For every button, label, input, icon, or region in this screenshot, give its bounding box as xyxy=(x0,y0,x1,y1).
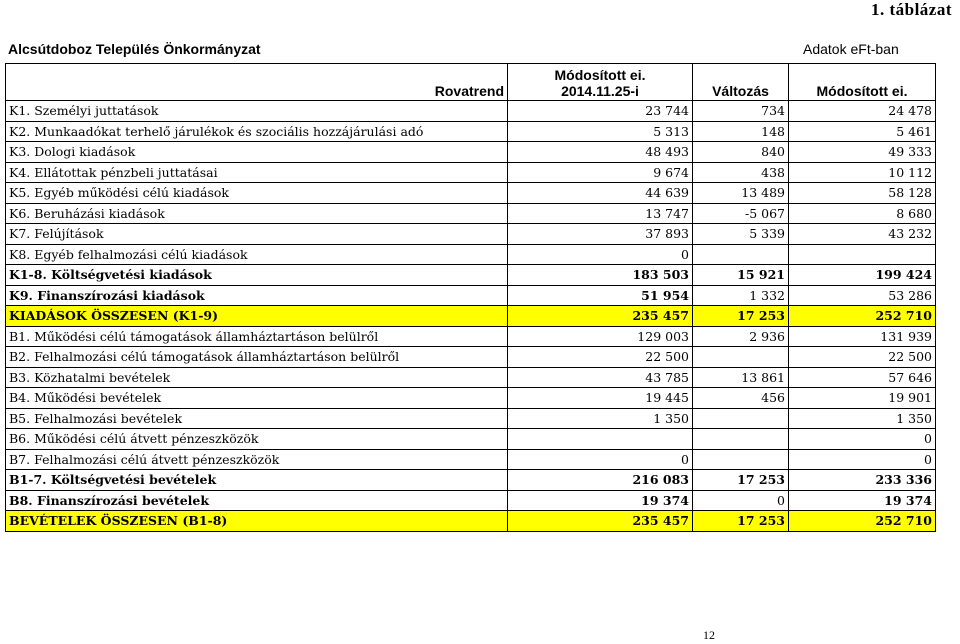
row-after-value xyxy=(789,244,936,265)
row-change-value xyxy=(693,347,789,368)
row-modified-value: 43 785 xyxy=(508,367,693,388)
row-modified-value: 129 003 xyxy=(508,326,693,347)
row-modified-value: 19 374 xyxy=(508,490,693,511)
row-label: B1-7. Költségvetési bevételek xyxy=(6,470,508,491)
row-modified-value: 51 954 xyxy=(508,285,693,306)
table-row xyxy=(6,244,936,265)
row-label: K8. Egyéb felhalmozási célú kiadások xyxy=(6,244,508,265)
row-change-value xyxy=(693,408,789,429)
row-modified-value: 9 674 xyxy=(508,162,693,183)
row-modified-value: 216 083 xyxy=(508,470,693,491)
row-change-value: 2 936 xyxy=(693,326,789,347)
row-change-value: 0 xyxy=(693,490,789,511)
row-after-value: 8 680 xyxy=(789,203,936,224)
row-label: B3. Közhatalmi bevételek xyxy=(6,367,508,388)
row-label: B5. Felhalmozási bevételek xyxy=(6,408,508,429)
row-after-value: 19 901 xyxy=(789,388,936,409)
organization-name: Alcsútdoboz Település Önkormányzat xyxy=(8,41,261,57)
table-row xyxy=(6,306,936,327)
table-row xyxy=(6,429,936,450)
row-change-value: 15 921 xyxy=(693,265,789,286)
row-label: BEVÉTELEK ÖSSZESEN (B1-8) xyxy=(6,511,508,532)
row-label: B8. Finanszírozási bevételek xyxy=(6,490,508,511)
row-label: B1. Működési célú támogatások államháztartáson belülről xyxy=(6,326,508,347)
row-modified-value: 0 xyxy=(508,244,693,265)
row-after-value: 131 939 xyxy=(789,326,936,347)
row-label: K2. Munkaadókat terhelő járulékok és szociális hozzájárulási adó xyxy=(6,121,508,142)
row-after-value: 10 112 xyxy=(789,162,936,183)
row-label: K5. Egyéb működési célú kiadások xyxy=(6,183,508,204)
header-modified-line1: Módosított ei. xyxy=(554,67,646,83)
table-row xyxy=(6,203,936,224)
table-row xyxy=(6,347,936,368)
row-change-value: 17 253 xyxy=(693,470,789,491)
row-modified-value: 22 500 xyxy=(508,347,693,368)
page-number: 12 xyxy=(703,628,715,642)
row-after-value: 58 128 xyxy=(789,183,936,204)
row-modified-value: 235 457 xyxy=(508,511,693,532)
row-change-value: 148 xyxy=(693,121,789,142)
row-after-value: 24 478 xyxy=(789,101,936,122)
table-row xyxy=(6,224,936,245)
table-row xyxy=(6,285,936,306)
table-header-row xyxy=(6,64,936,101)
row-change-value: 17 253 xyxy=(693,511,789,532)
row-after-value: 22 500 xyxy=(789,347,936,368)
row-label: B4. Működési bevételek xyxy=(6,388,508,409)
row-change-value: 5 339 xyxy=(693,224,789,245)
table-row xyxy=(6,388,936,409)
header-modified-line2: 2014.11.25-i xyxy=(561,83,639,99)
row-label: KIADÁSOK ÖSSZESEN (K1-9) xyxy=(6,306,508,327)
table-row xyxy=(6,367,936,388)
row-modified-value: 0 xyxy=(508,449,693,470)
row-modified-value: 23 744 xyxy=(508,101,693,122)
row-after-value: 0 xyxy=(789,449,936,470)
row-after-value: 0 xyxy=(789,429,936,450)
table-row xyxy=(6,121,936,142)
row-after-value: 57 646 xyxy=(789,367,936,388)
row-after-value: 5 461 xyxy=(789,121,936,142)
row-label: K9. Finanszírozási kiadások xyxy=(6,285,508,306)
row-change-value: 13 861 xyxy=(693,367,789,388)
row-modified-value: 183 503 xyxy=(508,265,693,286)
row-after-value: 199 424 xyxy=(789,265,936,286)
table-row xyxy=(6,265,936,286)
row-label: K1. Személyi juttatások xyxy=(6,101,508,122)
table-row xyxy=(6,162,936,183)
row-after-value: 53 286 xyxy=(789,285,936,306)
row-change-value: 1 332 xyxy=(693,285,789,306)
row-modified-value: 44 639 xyxy=(508,183,693,204)
row-change-value xyxy=(693,244,789,265)
row-modified-value: 235 457 xyxy=(508,306,693,327)
row-change-value: 840 xyxy=(693,142,789,163)
row-after-value: 1 350 xyxy=(789,408,936,429)
row-change-value: 734 xyxy=(693,101,789,122)
row-change-value: 17 253 xyxy=(693,306,789,327)
row-label: K4. Ellátottak pénzbeli juttatásai xyxy=(6,162,508,183)
row-label: B2. Felhalmozási célú támogatások államháztartáson belülről xyxy=(6,347,508,368)
row-modified-value: 5 313 xyxy=(508,121,693,142)
header-change: Változás xyxy=(693,64,789,101)
row-modified-value: 37 893 xyxy=(508,224,693,245)
row-modified-value: 13 747 xyxy=(508,203,693,224)
header-rovatrend: Rovatrend xyxy=(6,64,508,101)
row-modified-value xyxy=(508,429,693,450)
row-change-value: -5 067 xyxy=(693,203,789,224)
table-body xyxy=(6,101,936,532)
row-label: K3. Dologi kiadások xyxy=(6,142,508,163)
row-label: B6. Működési célú átvett pénzeszközök xyxy=(6,429,508,450)
table-row xyxy=(6,490,936,511)
table-row xyxy=(6,142,936,163)
row-change-value xyxy=(693,449,789,470)
row-change-value: 456 xyxy=(693,388,789,409)
header-modified-before xyxy=(508,64,693,101)
row-label: K7. Felújítások xyxy=(6,224,508,245)
row-after-value: 43 232 xyxy=(789,224,936,245)
row-modified-value: 19 445 xyxy=(508,388,693,409)
row-label: K1-8. Költségvetési kiadások xyxy=(6,265,508,286)
unit-note: Adatok eFt-ban xyxy=(803,41,899,57)
table-row xyxy=(6,449,936,470)
row-change-value: 438 xyxy=(693,162,789,183)
row-change-value: 13 489 xyxy=(693,183,789,204)
row-modified-value: 48 493 xyxy=(508,142,693,163)
budget-table xyxy=(5,63,936,532)
table-row xyxy=(6,470,936,491)
row-after-value: 252 710 xyxy=(789,511,936,532)
table-row xyxy=(6,408,936,429)
table-row xyxy=(6,183,936,204)
table-number-title: 1. táblázat xyxy=(870,0,952,19)
table-row xyxy=(6,101,936,122)
table-row xyxy=(6,326,936,347)
row-label: K6. Beruházási kiadások xyxy=(6,203,508,224)
table-row xyxy=(6,511,936,532)
row-after-value: 233 336 xyxy=(789,470,936,491)
row-modified-value: 1 350 xyxy=(508,408,693,429)
row-after-value: 19 374 xyxy=(789,490,936,511)
row-after-value: 49 333 xyxy=(789,142,936,163)
row-after-value: 252 710 xyxy=(789,306,936,327)
header-modified-after: Módosított ei. xyxy=(789,64,936,101)
row-change-value xyxy=(693,429,789,450)
row-label: B7. Felhalmozási célú átvett pénzeszközök xyxy=(6,449,508,470)
